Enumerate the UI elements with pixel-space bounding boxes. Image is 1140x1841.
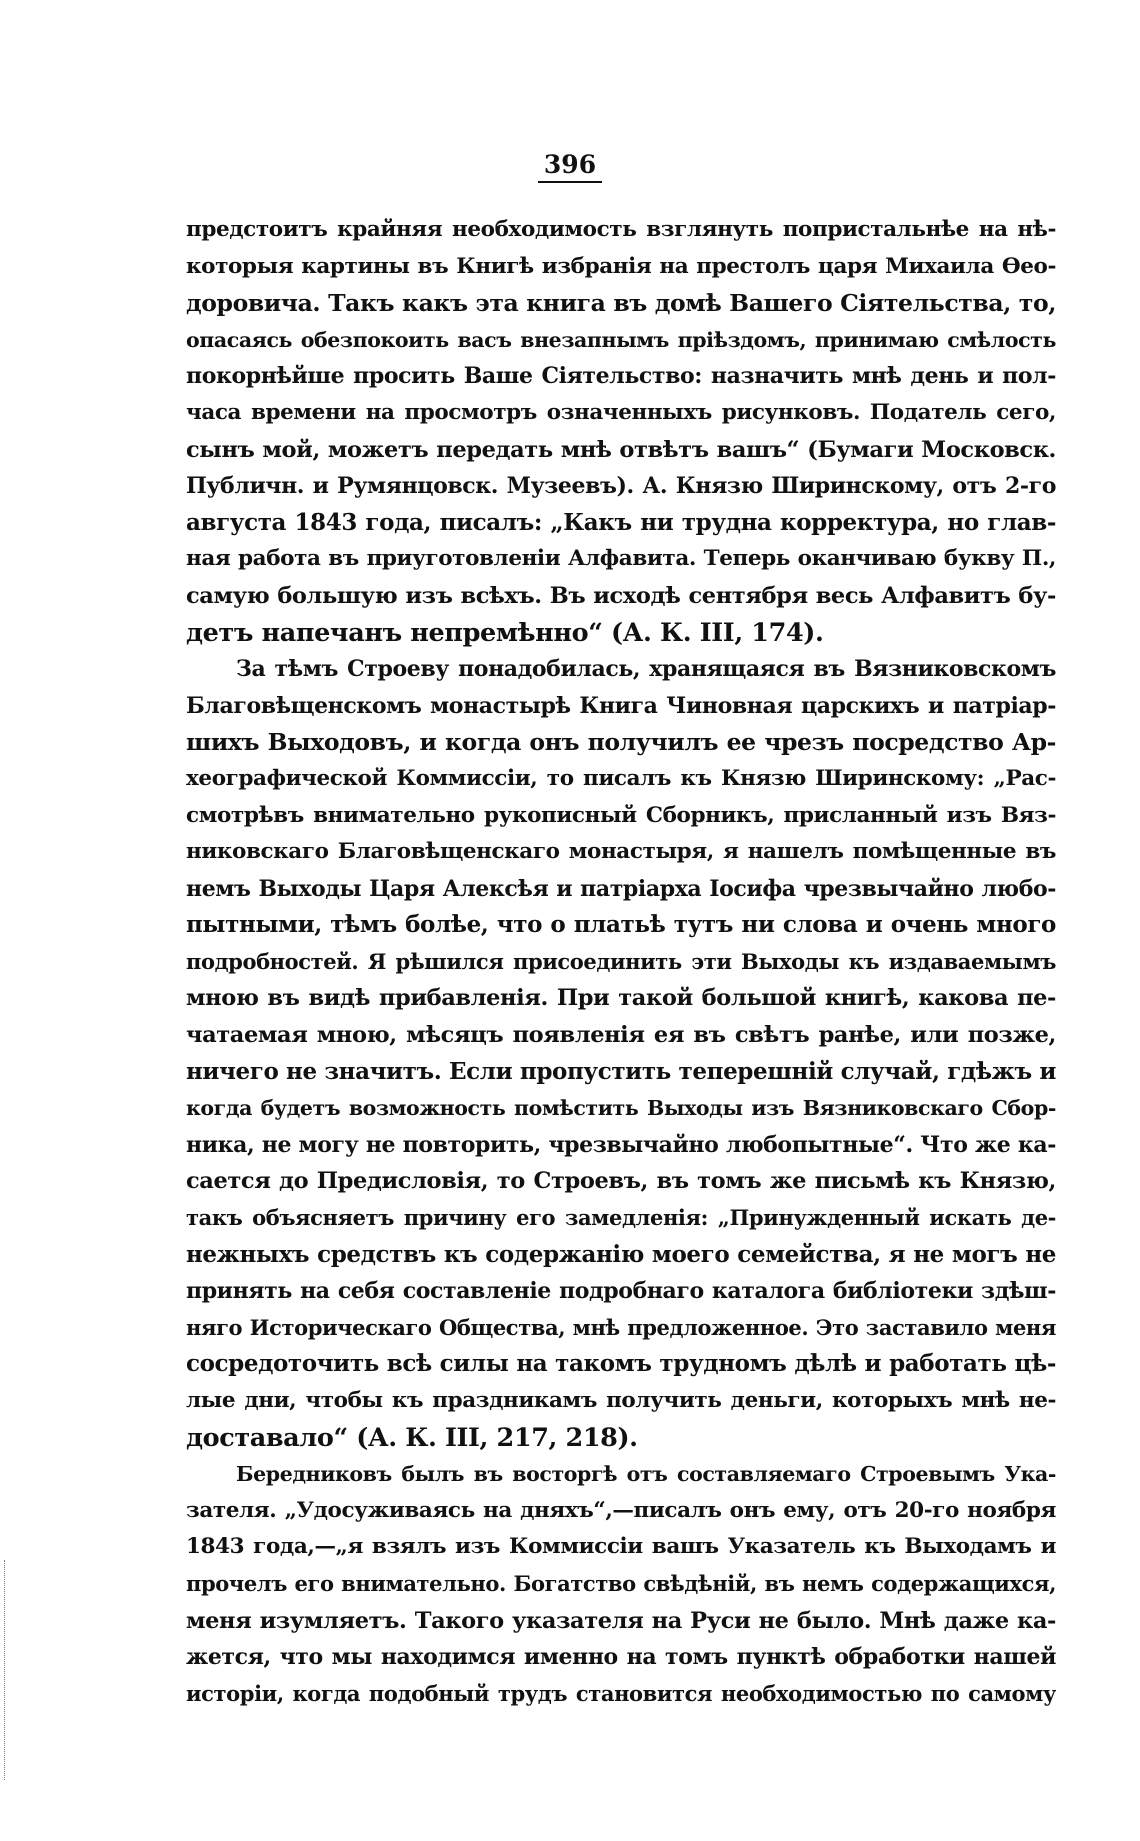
text-line: смотрѣвъ внимательно рукописный Сборникъ, присланный изъ Вяз- xyxy=(186,802,1056,828)
text-line: подробностей. Я рѣшился присоединить эти Выходы къ издаваемымъ xyxy=(186,948,1056,974)
text-line: детъ напечанъ непремѣнно“ (А. К. III, 174). xyxy=(186,617,824,648)
text-line: сынъ мой, можетъ передать мнѣ отвѣтъ вашъ“ (Бумаги Московск. xyxy=(186,436,1056,463)
text-line: августа 1843 года, писалъ: „Какъ ни трудна корректура, но глав- xyxy=(186,508,1056,536)
text-line: Публичн. и Румянцовск. Музеевъ). А. Князю Ширинскому, отъ 2-го xyxy=(186,473,1056,500)
text-line: шихъ Выходовъ, и когда онъ получилъ ее чрезъ посредство Ар- xyxy=(186,728,1056,757)
page-number xyxy=(0,150,1140,179)
text-line: 1843 года,—„я взялъ изъ Коммиссіи вашъ Указатель къ Выходамъ и xyxy=(186,1534,1056,1560)
text-line: зателя. „Удосуживаясь на дняхъ“,—писалъ онъ ему, отъ 20-го ноября xyxy=(186,1497,1056,1523)
text-line: жется, что мы находимся именно на томъ пунктѣ обработки нашей xyxy=(186,1644,1056,1671)
text-line: предстоитъ крайняя необходимость взглянуть попристальнѣе на нѣ- xyxy=(186,217,1056,242)
text-line: Благовѣщенскомъ монастырѣ Книга Чиновная царскихъ и патріар- xyxy=(186,692,1056,719)
paragraph-start-line: За тѣмъ Строеву понадобилась, хранящаяся въ Вязниковскомъ xyxy=(236,656,1056,683)
text-line: сается до Предисловія, то Строевъ, въ томъ же письмѣ къ Князю, xyxy=(186,1168,1056,1195)
text-line: покорнѣйше просить Ваше Сіятельство: назначить мнѣ день и пол- xyxy=(186,363,1056,390)
text-line: ничего не значитъ. Если пропустить теперешній случай, гдѣжъ и xyxy=(186,1057,1056,1085)
text-line: когда будетъ возможность помѣстить Выходы изъ Вязниковскаго Сбор- xyxy=(186,1096,1056,1121)
text-line: принять на себя составленіе подробнаго каталога библіотеки здѣш- xyxy=(186,1278,1056,1305)
text-line: ника, не могу не повторить, чрезвычайно любопытные“. Что же ка- xyxy=(186,1131,1056,1158)
text-line: немъ Выходы Царя Алексѣя и патріарха Іосифа чрезвычайно любо- xyxy=(186,875,1056,902)
text-line: чатаемая мною, мѣсяцъ появленія ея въ свѣтъ ранѣе, или позже, xyxy=(186,1022,1056,1049)
text-line: опасаясь обезпокоить васъ внезапнымъ пріѣздомъ, принимаю смѣлость xyxy=(186,327,1056,352)
text-line: такъ объясняетъ причину его замедленія: „Принужденный искать де- xyxy=(186,1205,1056,1231)
text-line: никовскаго Благовѣщенскаго монастыря, я нашелъ помѣщенные въ xyxy=(186,839,1056,865)
text-line: хеографической Коммиссіи, то писалъ къ Князю Ширинскому: „Рас- xyxy=(186,765,1056,791)
text-line: самую большую изъ всѣхъ. Въ исходѣ сентября весь Алфавитъ бу- xyxy=(186,582,1056,609)
text-line: которыя картины въ Книгѣ избранія на престолъ царя Михаила Ѳео- xyxy=(186,253,1056,279)
paragraph-start-line: Бередниковъ былъ въ восторгѣ отъ составляемаго Строевымъ Ука- xyxy=(236,1462,1056,1487)
text-line: сосредоточить всѣ силы на такомъ трудномъ дѣлѣ и работать цѣ- xyxy=(186,1350,1056,1378)
text-line: прочелъ его внимательно. Богатство свѣдѣній, въ немъ содержащихся, xyxy=(186,1570,1056,1596)
body-text xyxy=(186,212,1056,1712)
text-line: няго Историческаго Общества, мнѣ предложенное. Это заставило меня xyxy=(186,1314,1056,1340)
text-line: пытными, тѣмъ болѣе, что о платьѣ тутъ ни слова и очень много xyxy=(186,911,1056,939)
text-line: мною въ видѣ прибавленія. При такой большой книгѣ, какова пе- xyxy=(186,985,1056,1012)
text-line: ная работа въ приуготовленіи Алфавита. Теперь оканчиваю букву П., xyxy=(186,546,1056,572)
text-line: доставало“ (А. К. III, 217, 218). xyxy=(186,1422,638,1453)
text-line: нежныхъ средствъ къ содержанію моего семейства, я не могъ не xyxy=(186,1240,1056,1268)
text-line: исторіи, когда подобный трудъ становится необходимостью по самому xyxy=(186,1680,1056,1706)
text-line: доровича. Такъ какъ эта книга въ домѣ Вашего Сіятельства, то, xyxy=(186,289,1056,318)
text-line: часа времени на просмотръ означенныхъ рисунковъ. Податель сего, xyxy=(186,399,1056,425)
scan-margin-artifact xyxy=(4,1560,11,1780)
text-line: лые дни, чтобы къ праздникамъ получить деньги, которыхъ мнѣ не- xyxy=(186,1388,1056,1413)
text-line: меня изумляетъ. Такого указателя на Руси не было. Мнѣ даже ка- xyxy=(186,1607,1056,1634)
page-number-text: 396 xyxy=(538,150,602,183)
